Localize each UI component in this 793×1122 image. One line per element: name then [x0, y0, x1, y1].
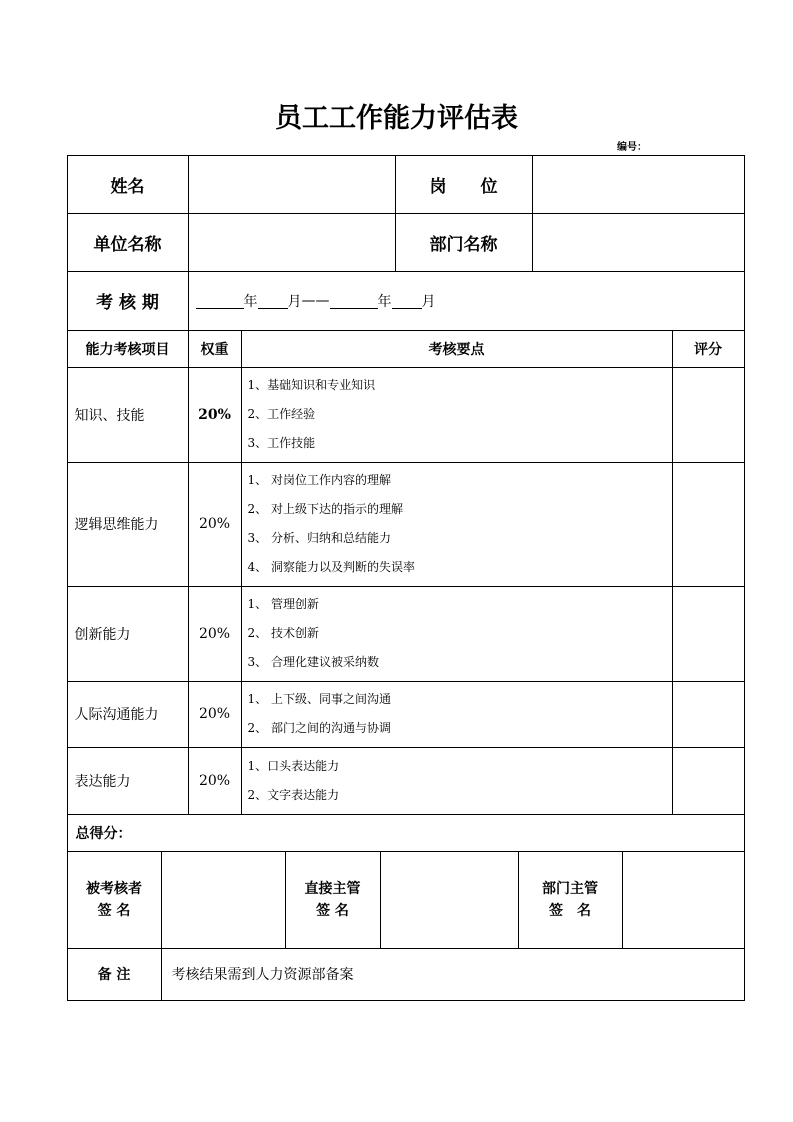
point-text: 1、基础知识和专业知识	[247, 378, 376, 392]
point-text: 4、 洞察能力以及判断的失误率	[247, 560, 415, 574]
month-text: 月	[421, 293, 436, 310]
score-field[interactable]	[672, 681, 745, 748]
item-weight: 20%	[188, 681, 242, 748]
period-label: 考 核 期	[67, 271, 189, 331]
point-text: 2、 技术创新	[247, 626, 319, 640]
header-weight: 权重	[188, 330, 242, 368]
signature-field-supervisor[interactable]	[380, 851, 519, 949]
point-text: 3、 分析、归纳和总结能力	[247, 531, 391, 545]
remark-label: 备 注	[67, 948, 162, 1001]
item-weight: 20%	[188, 462, 242, 587]
point-text: 2、 对上级下达的指示的理解	[247, 502, 403, 516]
point-text: 2、工作经验	[247, 407, 316, 421]
item-name: 人际沟通能力	[67, 681, 189, 748]
item-points	[241, 367, 673, 463]
dept-field[interactable]	[532, 213, 745, 272]
header-points: 考核要点	[241, 330, 673, 368]
item-name: 知识、技能	[67, 367, 189, 463]
year-text: 年	[377, 293, 392, 310]
code-label: 编号：	[617, 142, 647, 153]
period-field[interactable]	[188, 271, 745, 331]
signature-label-appraisee: 被考核者 签 名	[67, 851, 162, 949]
signature-label-supervisor: 直接主管 签 名	[285, 851, 381, 949]
remark-text: 考核结果需到人力资源部备案	[161, 948, 745, 1001]
item-weight: 20%	[188, 747, 242, 815]
item-name: 创新能力	[67, 586, 189, 682]
point-text: 2、 部门之间的沟通与协调	[247, 721, 391, 735]
name-field[interactable]	[188, 155, 396, 214]
point-text: 3、工作技能	[247, 436, 316, 450]
name-label: 姓名	[67, 155, 189, 214]
signature-label-dept-head: 部门主管 签 名	[518, 851, 623, 949]
position-field[interactable]	[532, 155, 745, 214]
score-field[interactable]	[672, 586, 745, 682]
signature-field-dept-head[interactable]	[622, 851, 745, 949]
point-text: 2、文字表达能力	[247, 787, 340, 802]
item-points	[241, 462, 673, 587]
page-title: 员工工作能力评估表	[275, 103, 518, 134]
item-points	[241, 747, 673, 815]
point-text: 1、口头表达能力	[247, 758, 340, 773]
unit-label: 单位名称	[67, 213, 189, 272]
position-label: 岗 位	[395, 155, 533, 214]
dept-label: 部门名称	[395, 213, 533, 272]
item-points	[241, 681, 673, 748]
item-name: 表达能力	[67, 747, 189, 815]
header-score: 评分	[672, 330, 745, 368]
point-text: 1、 上下级、同事之间沟通	[247, 692, 391, 706]
header-item: 能力考核项目	[67, 330, 189, 368]
point-text: 1、 对岗位工作内容的理解	[247, 473, 391, 487]
item-weight: 20%	[188, 586, 242, 682]
point-text: 3、 合理化建议被采纳数	[247, 655, 379, 669]
item-weight: 20%	[188, 367, 242, 463]
score-field[interactable]	[672, 747, 745, 815]
month-text: 月	[287, 293, 302, 310]
signature-field-appraisee[interactable]	[161, 851, 286, 949]
unit-field[interactable]	[188, 213, 396, 272]
point-text: 1、 管理创新	[247, 597, 319, 611]
item-points	[241, 586, 673, 682]
score-field[interactable]	[672, 367, 745, 463]
total-score: 总得分：	[67, 814, 745, 852]
item-name: 逻辑思维能力	[67, 462, 189, 587]
dash-text: ——	[301, 292, 330, 309]
year-text: 年	[243, 293, 258, 310]
score-field[interactable]	[672, 462, 745, 587]
